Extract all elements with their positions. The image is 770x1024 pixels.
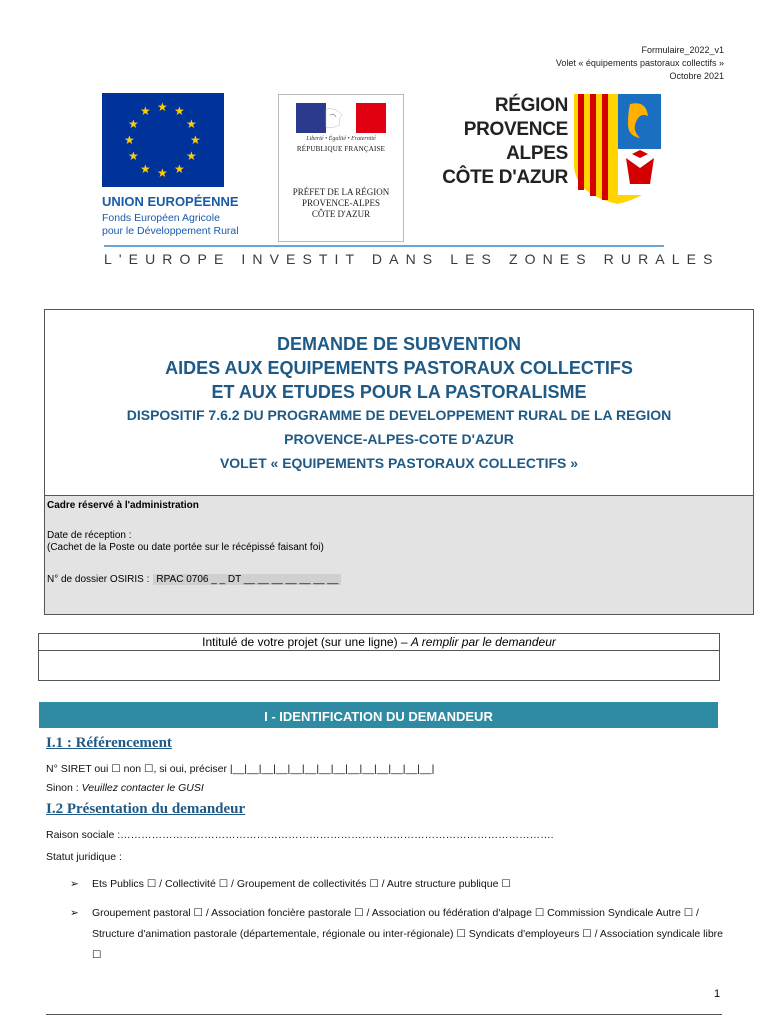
region-line2: PROVENCE — [463, 119, 568, 140]
form-version: Formulaire_2022_v1 — [641, 45, 724, 55]
title-line2: AIDES AUX EQUIPEMENTS PASTORAUX COLLECTIFS — [165, 358, 633, 378]
subsection-presentation: I.2 Présentation du demandeur — [46, 801, 246, 817]
footer-line — [46, 1014, 722, 1015]
project-title-box — [38, 633, 720, 681]
project-title-label — [39, 634, 719, 651]
statut-public-options[interactable]: Ets Publics ☐ / Collectivité ☐ / Groupement de collectivités ☐ / Autre structure publique ☐ — [92, 878, 511, 890]
form-date: Octobre 2021 — [669, 71, 724, 81]
bullet-arrow-icon: ➢ — [70, 878, 79, 890]
project-label-text: Intitulé de votre projet (sur une ligne) – — [202, 635, 411, 649]
form-reference — [556, 44, 724, 83]
region-shield-icon — [574, 94, 661, 204]
republic-motto: Liberté • Égalité • Fraternité — [306, 136, 376, 142]
form-volet: Volet « équipements pastoraux collectifs » — [555, 58, 724, 68]
sinon-line — [46, 782, 204, 794]
region-logo-text — [412, 94, 568, 190]
title-line1: DEMANDE DE SUBVENTION — [276, 334, 522, 354]
project-title-field[interactable] — [39, 651, 719, 680]
reception-date-label: Date de réception : — [47, 530, 132, 541]
logo-divider — [104, 245, 664, 247]
admin-reserved-box — [44, 495, 754, 615]
statut-juridique-label: Statut juridique : — [46, 851, 122, 863]
eu-fund-line2: pour le Développement Rural — [102, 225, 239, 237]
republic-name: RÉPUBLIQUE FRANÇAISE — [296, 145, 386, 153]
prefet-line1: PRÉFET DE LA RÉGION — [292, 187, 390, 197]
prefet-line2: PROVENCE-ALPES — [301, 198, 380, 208]
osiris-label: N° de dossier OSIRIS : — [47, 574, 150, 585]
section-identification-header: I - IDENTIFICATION DU DEMANDEUR — [39, 702, 718, 728]
page-number: 1 — [714, 988, 721, 1000]
osiris-number-field[interactable]: RPAC 0706 _ _ DT __ __ __ __ __ __ __ — [153, 574, 341, 585]
title-line4: DISPOSITIF 7.6.2 DU PROGRAMME DE DEVELOPPEMENT RURAL DE LA REGION — [126, 407, 672, 423]
raison-sociale-field[interactable]: Raison sociale :……………………………………………………………………………………………………………. — [46, 829, 554, 841]
title-line3: ET AUX ETUDES POUR LA PASTORALISME — [211, 382, 587, 402]
bullet-arrow-icon: ➢ — [70, 907, 79, 919]
region-line3: ALPES — [506, 143, 568, 164]
siret-line[interactable]: N° SIRET oui ☐ non ☐, si oui, préciser |__|__|__|__|__|__|__|__|__|__|__|__|__|__| — [46, 763, 435, 775]
marianne-icon — [296, 103, 386, 133]
title-line6: VOLET « EQUIPEMENTS PASTORAUX COLLECTIFS » — [219, 455, 579, 471]
eu-title: UNION EUROPÉENNE — [102, 194, 239, 209]
eu-flag-logo: ★ ★ ★ ★ ★ ★ ★ ★ ★ ★ ★ ★ — [102, 93, 224, 187]
title-line5: PROVENCE-ALPES-COTE D'AZUR — [284, 431, 514, 447]
form-title-box — [44, 309, 754, 496]
prefet-line3: CÔTE D'AZUR — [311, 209, 371, 219]
europe-slogan: L'EUROPE INVESTIT DANS LES ZONES RURALES — [104, 251, 720, 267]
region-line1: RÉGION — [494, 95, 568, 116]
sinon-note: Veuillez contacter le GUSI — [81, 782, 204, 794]
admin-reception-date — [47, 530, 324, 554]
eu-fund-line1: Fonds Européen Agricole — [102, 212, 220, 224]
prefet-logo — [278, 94, 404, 242]
admin-osiris — [47, 574, 341, 585]
admin-title: Cadre réservé à l'administration — [47, 500, 199, 511]
sinon-label: Sinon : — [46, 782, 82, 794]
subsection-referencement: I.1 : Référencement — [46, 735, 172, 751]
region-line4: CÔTE D'AZUR — [442, 167, 568, 188]
statut-private-options[interactable]: Groupement pastoral ☐ / Association foncière pastorale ☐ / Association ou fédération d'alpage ☐ Commission Syndicale Autre ☐ / Structure d'animation pastorale (départementale, régionale ou inter-régionale) ☐ Syndicats d'employeurs ☐ / Association syndicale libre ☐ — [92, 907, 723, 961]
project-label-italic: A remplir par le demandeur — [410, 635, 556, 649]
prefet-name — [279, 187, 403, 220]
reception-date-note: (Cachet de la Poste ou date portée sur le récépissé faisant foi) — [47, 542, 324, 553]
eu-fund-name — [102, 212, 239, 238]
